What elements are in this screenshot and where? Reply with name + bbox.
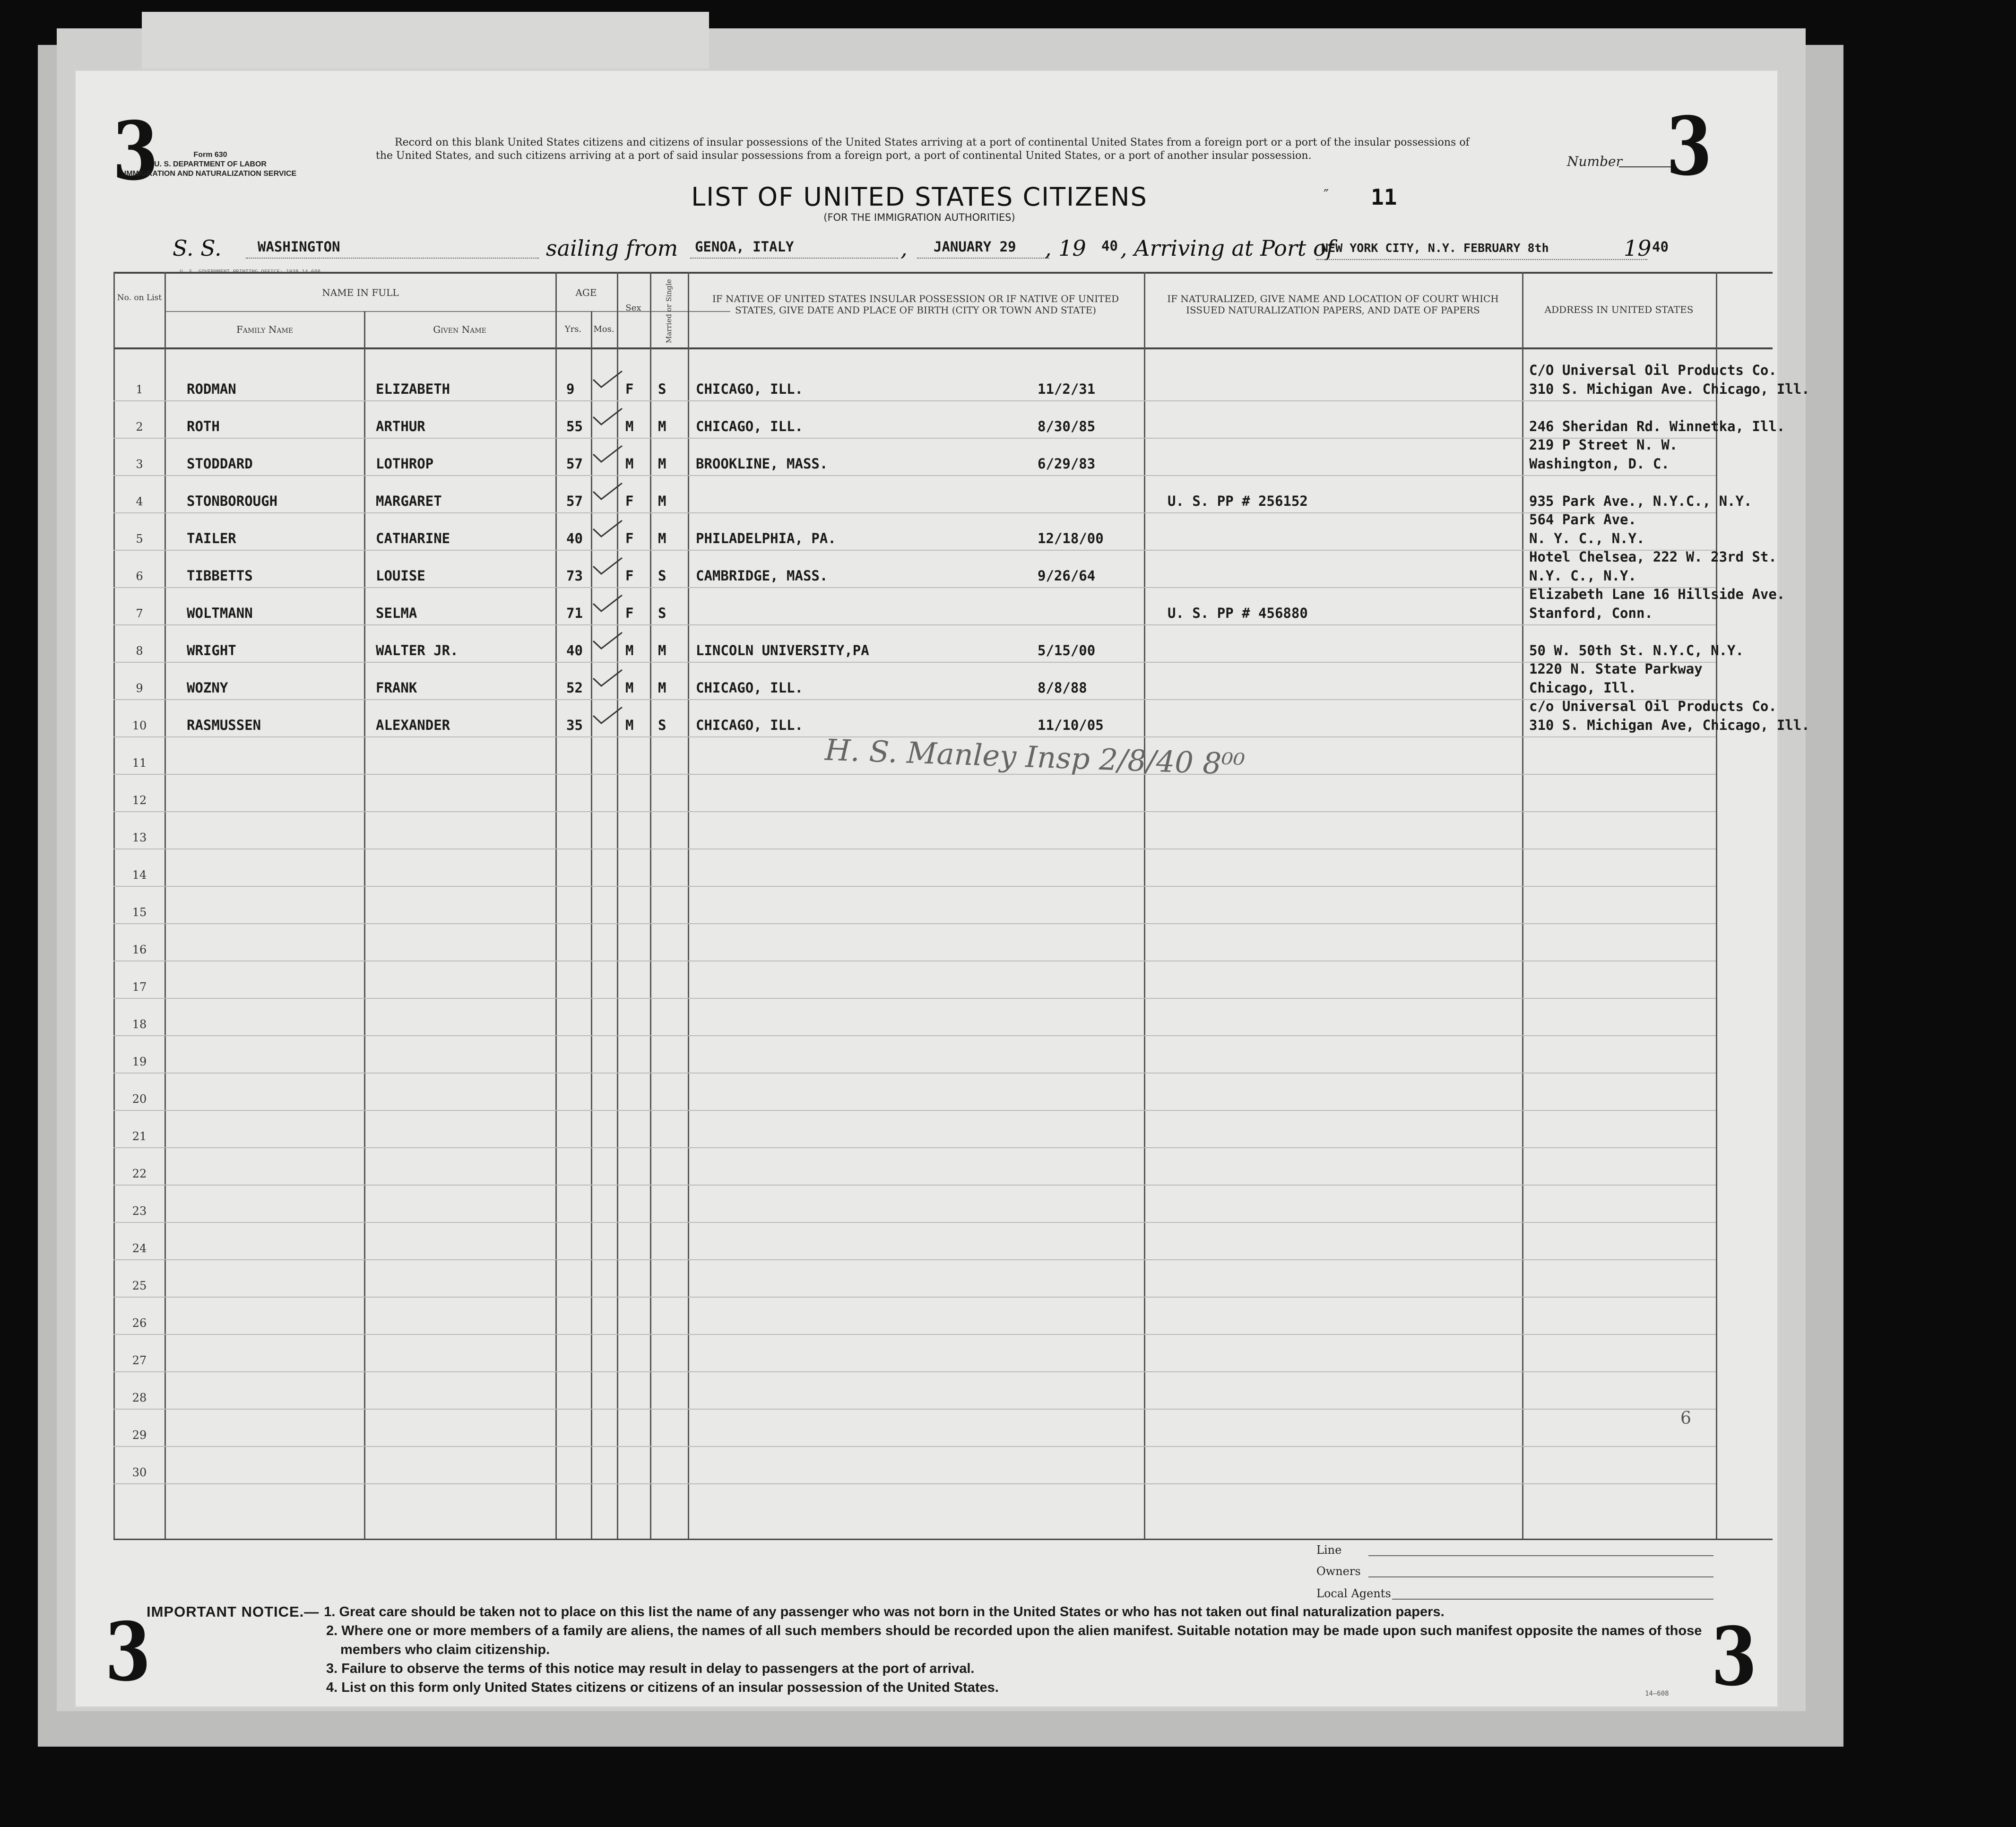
given-name-cell: ARTHUR [376, 418, 425, 434]
header-family-name: Family Name [236, 324, 294, 335]
number-label: Number [1567, 154, 1622, 169]
header-married-or-single: Married or Single [665, 279, 673, 343]
birthplace-cell: PHILADELPHIA, PA. [696, 530, 836, 546]
marital-status-cell: M [658, 530, 666, 546]
sex-cell: F [625, 493, 634, 509]
notice-title: IMPORTANT NOTICE.— [147, 1603, 320, 1620]
row-number: 21 [132, 1130, 147, 1143]
check-mark-icon [591, 557, 624, 576]
list-number-mark: ″ [1324, 187, 1329, 203]
row-rule [113, 550, 1716, 551]
department-name: U. S. DEPARTMENT OF LABOR [154, 160, 267, 168]
row-rule [113, 587, 1716, 588]
departure-year: 40 [1101, 238, 1118, 254]
row-rule [113, 1483, 1716, 1484]
address-line: 310 S. Michigan Ave, Chicago, Ill. [1529, 717, 1810, 733]
row-rule [113, 1035, 1716, 1036]
given-name-cell: CATHARINE [376, 530, 450, 546]
sex-cell: M [625, 418, 634, 434]
birthplace-cell: CHICAGO, ILL. [696, 717, 803, 733]
marital-status-cell: M [658, 418, 666, 434]
departure-year-prefix: , 19 [1045, 235, 1086, 261]
age-cell: 40 [566, 530, 583, 546]
address-line: Washington, D. C. [1529, 456, 1670, 472]
col-divider [1716, 272, 1717, 1539]
margin-page-number: 6 [1680, 1409, 1691, 1428]
address-line: C/O Universal Oil Products Co. [1529, 362, 1777, 378]
header-sex: Sex [625, 303, 641, 313]
row-rule [113, 624, 1716, 625]
marital-status-cell: M [658, 680, 666, 696]
family-name-cell: WOZNY [187, 680, 228, 696]
address-line: Chicago, Ill. [1529, 680, 1636, 696]
sex-cell: M [625, 456, 634, 472]
family-name-cell: STONBOROUGH [187, 493, 278, 509]
number-line [1619, 166, 1671, 167]
service-name: IMMIGRATION AND NATURALIZATION SERVICE [124, 170, 297, 178]
row-rule [113, 1409, 1716, 1410]
address-line: Stanford, Conn. [1529, 605, 1653, 621]
row-number: 5 [136, 532, 143, 546]
address-line: Elizabeth Lane 16 Hillside Ave. [1529, 586, 1785, 602]
address-line: 219 P Street N. W. [1529, 437, 1678, 453]
age-cell: 40 [566, 642, 583, 658]
row-rule [113, 774, 1716, 775]
form-code: 14—608 [1645, 1690, 1669, 1697]
birthplace-cell: CHICAGO, ILL. [696, 680, 803, 696]
row-rule [113, 475, 1716, 476]
preamble-text: Record on this blank United States citizens and citizens of insular possessions of the United States arriving at a port of continental United States from a foreign port or a port of the insular possessions of the United States, and such citizens arriving at a port of said insular possessions from a foreign port, a port of continental United States, or a port of another insular possession. [376, 137, 1470, 162]
age-cell: 35 [566, 717, 583, 733]
family-name-cell: RODMAN [187, 381, 236, 397]
list-number: 11 [1371, 184, 1397, 210]
row-rule [113, 1185, 1716, 1186]
row-rule [113, 1334, 1716, 1335]
row-number: 4 [136, 495, 143, 508]
underlying-sheet [142, 12, 709, 69]
birthdate-cell: 5/15/00 [1038, 642, 1096, 658]
sex-cell: F [625, 605, 634, 621]
notice-item-3: 3. Failure to observe the terms of this notice may result in delay to passengers at the port of arrival. [326, 1661, 975, 1676]
row-number: 15 [132, 906, 147, 919]
row-number: 6 [136, 570, 143, 583]
marital-status-cell: M [658, 456, 666, 472]
row-number: 19 [132, 1055, 147, 1068]
check-mark-icon [591, 706, 624, 725]
age-cell: 9 [566, 381, 575, 397]
document-subtitle: (FOR THE IMMIGRATION AUTHORITIES) [823, 212, 1015, 223]
row-number: 10 [132, 719, 147, 732]
sex-cell: M [625, 642, 634, 658]
address-line: N.Y. C., N.Y. [1529, 568, 1636, 584]
age-cell: 57 [566, 456, 583, 472]
check-mark-icon [591, 407, 624, 426]
ship-name: WASHINGTON [258, 239, 340, 255]
family-name-cell: TIBBETTS [187, 568, 253, 584]
given-name-cell: SELMA [376, 605, 417, 621]
address-line: 935 Park Ave., N.Y.C., N.Y. [1529, 493, 1752, 509]
family-name-cell: ROTH [187, 418, 220, 434]
birthdate-cell: 8/30/85 [1038, 418, 1096, 434]
notice-item-2: 2. Where one or more members of a family are aliens, the names of all such members should be recorded upon the alien manifest. Suitable notation may be made upon such manifest opposite the names of those members who claim citizenship. [326, 1623, 1702, 1657]
birthdate-cell: 9/26/64 [1038, 568, 1096, 584]
address-line: c/o Universal Oil Products Co. [1529, 698, 1777, 714]
family-name-cell: TAILER [187, 530, 236, 546]
given-name-cell: MARGARET [376, 493, 442, 509]
col-divider [1522, 272, 1523, 1539]
notice-item-4: 4. List on this form only United States citizens or citizens of an insular possession of the United States. [326, 1680, 999, 1695]
birthdate-cell: 6/29/83 [1038, 456, 1096, 472]
page-number-bottom-right: 3 [1711, 1610, 1757, 1704]
row-number: 13 [132, 831, 147, 844]
row-number: 11 [132, 756, 147, 770]
page-number-top-right: 3 [1666, 99, 1713, 194]
arrival-port: NEW YORK CITY, N.Y. FEBRUARY 8th [1321, 241, 1549, 255]
row-number: 27 [132, 1354, 147, 1367]
header-birth: IF NATIVE OF UNITED STATES INSULAR POSSESSION OR IF NATIVE OF UNITED STATES, GIVE DATE AND PLACE OF BIRTH (CITY OR TOWN AND STATE) [712, 293, 1119, 316]
age-cell: 73 [566, 568, 583, 584]
row-number: 1 [136, 383, 143, 396]
sex-cell: F [625, 381, 634, 397]
col-divider [364, 311, 365, 1539]
marital-status-cell: M [658, 642, 666, 658]
footer-agents-label: Local Agents [1316, 1587, 1391, 1600]
birthdate-cell: 11/2/31 [1038, 381, 1096, 397]
sex-cell: M [625, 680, 634, 696]
row-rule [113, 886, 1716, 887]
family-name-cell: WRIGHT [187, 642, 236, 658]
age-cell: 57 [566, 493, 583, 509]
birthdate-cell: 12/18/00 [1038, 530, 1104, 546]
row-rule [113, 438, 1716, 439]
given-name-cell: LOUISE [376, 568, 425, 584]
row-rule [113, 512, 1716, 513]
row-number: 18 [132, 1018, 147, 1031]
comma-separator: , [900, 235, 908, 261]
row-number: 7 [136, 607, 143, 620]
row-rule [113, 1222, 1716, 1223]
header-no-on-list: No. on List [117, 293, 162, 303]
check-mark-icon [591, 445, 624, 464]
check-mark-icon [591, 482, 624, 501]
row-rule [113, 1297, 1716, 1298]
col-divider [650, 272, 651, 1539]
col-divider [555, 272, 557, 1539]
header-given-name: Given Name [433, 324, 486, 335]
given-name-cell: FRANK [376, 680, 417, 696]
marital-status-cell: S [658, 717, 666, 733]
header-naturalized: IF NATURALIZED, GIVE NAME AND LOCATION OF COURT WHICH ISSUED NATURALIZATION PAPERS, AND DATE OF PAPERS [1167, 293, 1499, 316]
row-number: 28 [132, 1391, 147, 1404]
printing-office-note: U. S. GOVERNMENT PRINTING OFFICE: 1938 14—608 [180, 268, 321, 275]
row-rule [113, 699, 1716, 700]
birthplace-cell: CAMBRIDGE, MASS. [696, 568, 828, 584]
age-cell: 71 [566, 605, 583, 621]
age-cell: 55 [566, 418, 583, 434]
footer-owners-label: Owners [1316, 1565, 1361, 1578]
ship-name-line [246, 258, 539, 259]
check-mark-icon [591, 632, 624, 650]
family-name-cell: RASMUSSEN [187, 717, 261, 733]
marital-status-cell: S [658, 568, 666, 584]
row-rule [113, 1147, 1716, 1148]
row-rule [113, 662, 1716, 663]
row-rule [113, 1073, 1716, 1074]
birthplace-cell: CHICAGO, ILL. [696, 418, 803, 434]
page-number-bottom-left: 3 [105, 1605, 151, 1699]
footer-line-field [1368, 1555, 1713, 1556]
page-number-top-left: 3 [112, 104, 159, 199]
sex-cell: F [625, 530, 634, 546]
manifest-table [113, 272, 1810, 1543]
footer-agents-field [1392, 1599, 1713, 1600]
arrival-year: 40 [1652, 239, 1669, 255]
header-months: Mos. [593, 324, 614, 334]
ss-label: S. S. [173, 235, 222, 261]
table-bottom-border [113, 1539, 1773, 1540]
sex-cell: F [625, 568, 634, 584]
birthplace-cell: BROOKLINE, MASS. [696, 456, 828, 472]
check-mark-icon [591, 370, 624, 389]
marital-status-cell: M [658, 493, 666, 509]
header-address: ADDRESS IN UNITED STATES [1544, 304, 1694, 315]
row-number: 12 [132, 794, 147, 807]
address-line: 310 S. Michigan Ave. Chicago, Ill. [1529, 381, 1810, 397]
document-title: LIST OF UNITED STATES CITIZENS [691, 182, 1148, 212]
header-bottom-border [113, 347, 1773, 349]
row-number: 3 [136, 458, 143, 471]
row-rule [113, 1371, 1716, 1372]
departure-port-line [690, 258, 898, 259]
row-number: 29 [132, 1429, 147, 1442]
arrival-port-line [1316, 259, 1647, 260]
row-number: 8 [136, 644, 143, 658]
row-number: 20 [132, 1092, 147, 1106]
row-number: 24 [132, 1242, 147, 1255]
header-name-in-full: NAME IN FULL [322, 287, 399, 298]
form-number: Form 630 [193, 151, 227, 159]
address-line: 564 Park Ave. [1529, 511, 1636, 528]
row-number: 23 [132, 1204, 147, 1218]
check-mark-icon [591, 594, 624, 613]
footer-line-label: Line [1316, 1543, 1342, 1557]
given-name-cell: ALEXANDER [376, 717, 450, 733]
sailing-from-label: sailing from [546, 235, 678, 261]
address-line: Hotel Chelsea, 222 W. 23rd St. [1529, 549, 1777, 565]
birthplace-cell: CHICAGO, ILL. [696, 381, 803, 397]
row-rule [113, 1446, 1716, 1447]
notice-item-1: 1. Great care should be taken not to place on this list the name of any passenger who was not born in the United States or who has not taken out final naturalization papers. [324, 1604, 1445, 1619]
col-divider [164, 272, 166, 1539]
marital-status-cell: S [658, 381, 666, 397]
header-years: Yrs. [564, 324, 582, 334]
address-line: 246 Sheridan Rd. Winnetka, Ill. [1529, 418, 1785, 434]
sex-cell: M [625, 717, 634, 733]
departure-date: JANUARY 29 [934, 239, 1016, 255]
form-info [116, 150, 305, 179]
given-name-cell: WALTER JR. [376, 642, 459, 658]
col-divider [1144, 272, 1145, 1539]
family-name-cell: STODDARD [187, 456, 253, 472]
row-number: 26 [132, 1316, 147, 1330]
naturalization-cell: U. S. PP # 456880 [1168, 605, 1308, 621]
table-top-border [113, 272, 1773, 274]
birthdate-cell: 11/10/05 [1038, 717, 1104, 733]
address-line: 1220 N. State Parkway [1529, 661, 1703, 677]
row-number: 17 [132, 980, 147, 994]
address-line: N. Y. C., N.Y. [1529, 530, 1645, 546]
age-cell: 52 [566, 680, 583, 696]
row-number: 22 [132, 1167, 147, 1180]
given-name-cell: ELIZABETH [376, 381, 450, 397]
check-mark-icon [591, 520, 624, 538]
address-line: 50 W. 50th St. N.Y.C, N.Y. [1529, 642, 1744, 658]
row-rule [113, 1110, 1716, 1111]
birthplace-cell: LINCOLN UNIVERSITY,PA [696, 642, 869, 658]
naturalization-cell: U. S. PP # 256152 [1168, 493, 1308, 509]
given-name-cell: LOTHROP [376, 456, 434, 472]
col-divider [113, 272, 115, 1539]
row-number: 25 [132, 1279, 147, 1292]
marital-status-cell: S [658, 605, 666, 621]
row-rule [113, 923, 1716, 924]
arriving-label: , Arriving at Port of [1120, 235, 1334, 261]
row-number: 14 [132, 868, 147, 882]
important-notice [147, 1602, 1730, 1697]
col-divider [688, 272, 689, 1539]
check-mark-icon [591, 669, 624, 688]
inspector-signature: H. S. Manley Insp 2/8/40 8⁰⁰ [824, 732, 1246, 782]
header-age: AGE [575, 287, 597, 298]
row-number: 9 [136, 682, 143, 695]
row-rule [113, 811, 1716, 812]
row-number: 2 [136, 420, 143, 433]
departure-port: GENOA, ITALY [695, 239, 794, 255]
row-rule [113, 1259, 1716, 1260]
row-rule [113, 400, 1716, 401]
row-number: 30 [132, 1466, 147, 1479]
departure-date-line [917, 258, 1049, 259]
row-rule [113, 998, 1716, 999]
arrival-year-prefix: 19 [1624, 235, 1652, 261]
footer-owners-field [1368, 1576, 1713, 1577]
row-number: 16 [132, 943, 147, 956]
birthdate-cell: 8/8/88 [1038, 680, 1087, 696]
family-name-cell: WOLTMANN [187, 605, 253, 621]
